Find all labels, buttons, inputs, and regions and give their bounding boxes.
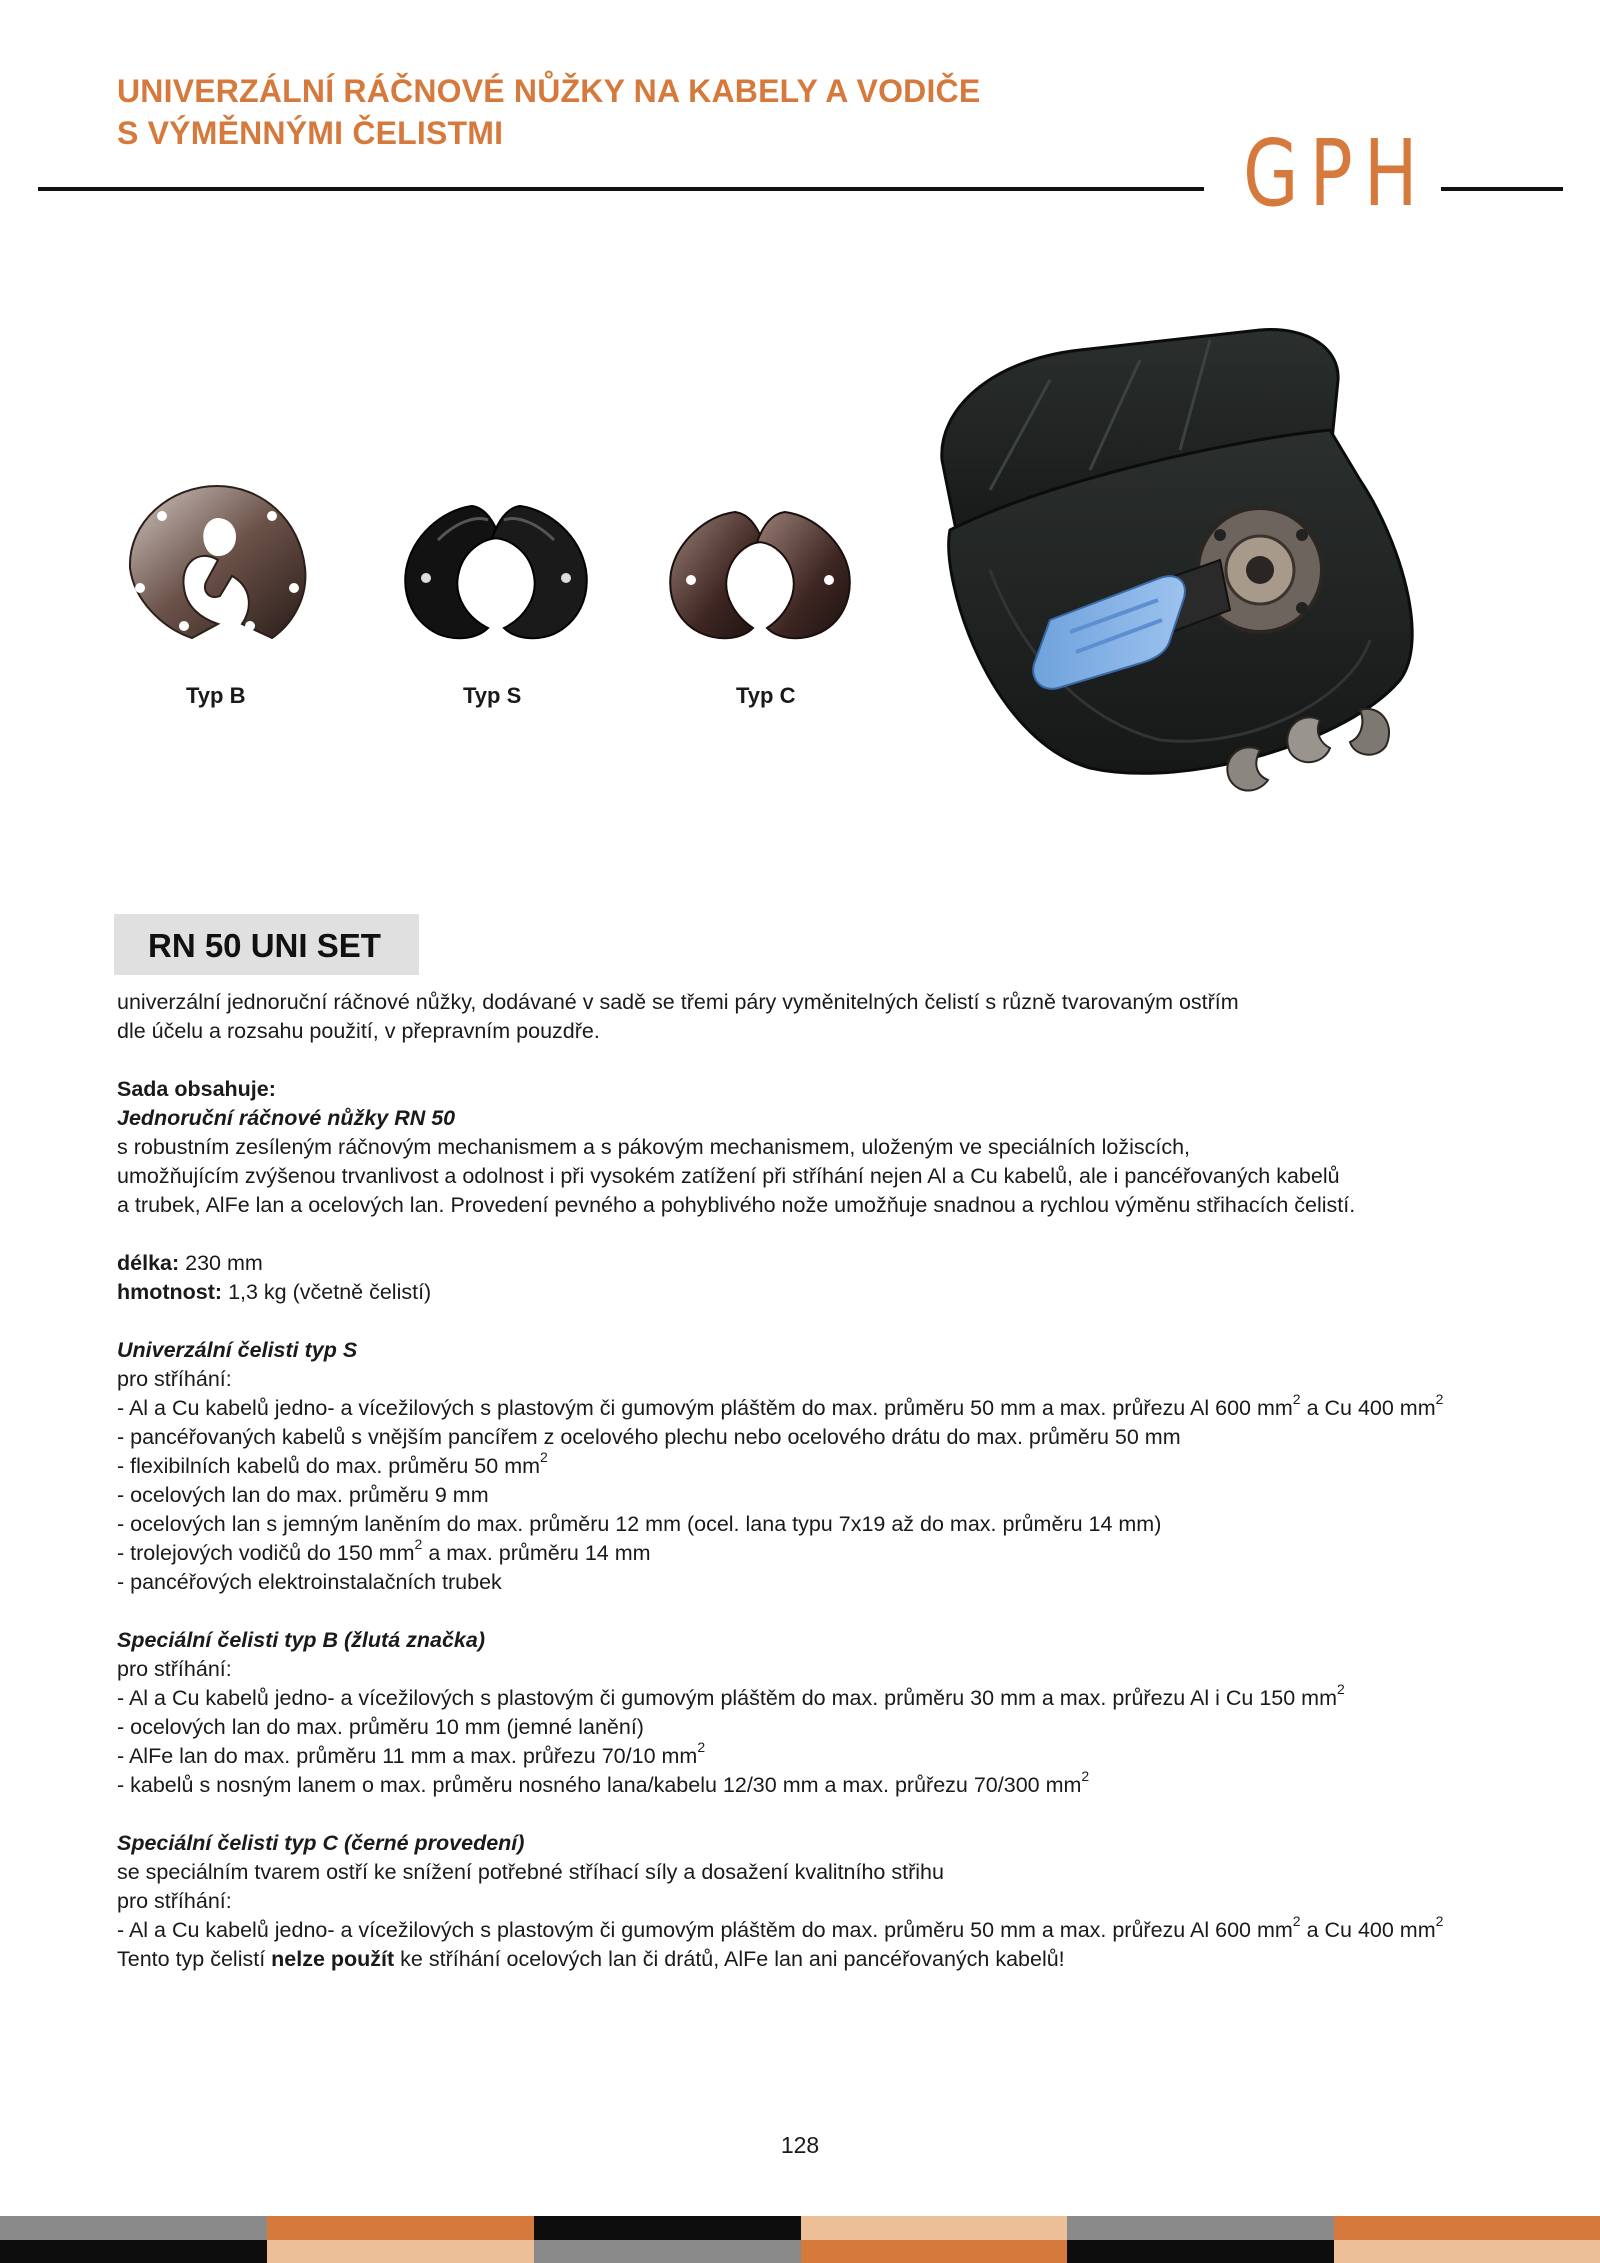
header-rule-right [1441,187,1563,191]
stripe-top-3 [534,2216,801,2240]
carrying-case-image [930,320,1430,820]
stripe-bottom-6 [1334,2240,1600,2263]
type-b-line-2: - ocelových lan do max. průměru 10 mm (jemné lanění) [117,1715,644,1739]
stripe-top-5 [1067,2216,1334,2240]
page-title [117,70,980,154]
set-line-1: s robustním zesíleným ráčnovým mechanismem a s pákovým mechanismem, uloženým ve speciálních ložiscích, [117,1135,1190,1159]
set-line-3: a trubek, AlFe lan a ocelových lan. Provedení pevného a pohyblivého nože umožňuje snadnou a rychlou výměnu střihacích čelistí. [117,1193,1356,1217]
spec-weight-value: 1,3 kg (včetně čelistí) [222,1280,432,1304]
type-s-line-7: - pancéřových elektroinstalačních trubek [117,1570,502,1594]
stripe-top-1 [0,2216,267,2240]
stripe-bottom-3 [534,2240,801,2263]
type-s-heading: Univerzální čelisti typ S [117,1338,358,1362]
type-c-for: pro stříhání: [117,1889,232,1913]
stripe-bottom-1 [0,2240,267,2263]
spec-weight [117,1278,1497,1307]
brand-logo: GPH [1243,120,1429,227]
stripe-bottom-2 [267,2240,534,2263]
type-c-warning: Tento typ čelistí nelze použít ke stříhání ocelových lan či drátů, AlFe lan ani pancéřovaných kabelů! [117,1947,1065,1971]
type-s-line-5: - ocelových lan s jemným laněním do max. průměru 12 mm (ocel. lana typu 7x19 až do max. průměru 14 mm) [117,1512,1162,1536]
title-line-2: S VÝMĚNNÝMI ČELISTMI [117,115,504,151]
product-name-box [114,914,419,975]
set-subheading: Jednoruční ráčnové nůžky RN 50 [117,1106,456,1130]
jaw-type-b-label: Typ B [186,683,246,708]
jaw-type-c-label: Typ C [736,683,796,708]
set-line-2: umožňujícím zvýšenou trvanlivost a odolnost i při vysokém zatížení při stříhání nejen Al a Cu kabelů, ale i pancéřovaných kabelů [117,1164,1340,1188]
spec-length-value: 230 mm [179,1251,263,1275]
stripe-top-4 [801,2216,1067,2240]
jaw-type-s-image [398,500,594,642]
set-heading: Sada obsahuje: [117,1077,276,1101]
stripe-top-6 [1334,2216,1600,2240]
jaw-type-b-image [122,478,312,653]
type-s-line-1: - Al a Cu kabelů jedno- a vícežilových s plastovým či gumovým pláštěm do max. průměru 50 mm a max. průřezu Al 600 $mm^2$ a Cu 400 $mm^2$ [117,1390,1444,1420]
stripe-bottom-5 [1067,2240,1334,2263]
type-s-line-6: - trolejových vodičů do 150 $mm^2$ a max. průměru 14 mm [117,1535,651,1565]
type-b-heading: Speciální čelisti typ B (žlutá značka) [117,1628,485,1652]
jaw-type-s-label: Typ S [463,683,522,708]
type-b-line-3: - AlFe lan do max. průměru 11 mm a max. průřezu 70/10 $mm^2$ [117,1738,706,1768]
product-name: RN 50 UNI SET [148,927,381,964]
spec-length [117,1249,1497,1278]
stripe-bottom-4 [801,2240,1067,2263]
page-number: 128 [780,2132,820,2158]
stripe-top-2 [267,2216,534,2240]
jaw-type-c-image [665,506,855,642]
title-line-1: UNIVERZÁLNÍ RÁČNOVÉ NŮŽKY NA KABELY A VODIČE [117,73,981,109]
spec-weight-label: hmotnost: [117,1280,223,1304]
type-c-desc: se speciálním tvarem ostří ke snížení potřebné stříhací síly a dosažení kvalitního střihu [117,1860,944,1884]
type-b-line-1: - Al a Cu kabelů jedno- a vícežilových s plastovým či gumovým pláštěm do max. průměru 30 mm a max. průřezu Al i Cu 150 $mm^2$ [117,1680,1345,1710]
type-s-line-4: - ocelových lan do max. průměru 9 mm [117,1483,489,1507]
intro-line-2: dle účelu a rozsahu použití, v přepravním pouzdře. [117,1019,600,1043]
footer-stripes [0,2216,1600,2263]
type-c-heading: Speciální čelisti typ C (černé provedení) [117,1831,525,1855]
type-b-line-4: - kabelů s nosným lanem o max. průměru nosného lana/kabelu 12/30 mm a max. průřezu 70/300 $mm^2$ [117,1767,1090,1797]
spec-length-label: délka: [117,1251,180,1275]
type-s-line-2: - pancéřovaných kabelů s vnějším pancířem z ocelového plechu nebo ocelového drátu do max. průměru 50 mm [117,1425,1181,1449]
type-s-for: pro stříhání: [117,1367,232,1391]
intro-line-1: univerzální jednoruční ráčnové nůžky, dodávané v sadě se třemi páry vyměnitelných čelistí s různě tvarovaným ostřím [117,990,1239,1014]
type-b-for: pro stříhání: [117,1657,232,1681]
type-s-line-3: - flexibilních kabelů do max. průměru 50 $mm^2$ [117,1448,548,1478]
type-c-line-1: - Al a Cu kabelů jedno- a vícežilových s plastovým či gumovým pláštěm do max. průměru 50 mm a max. průřezu Al 600 $mm^2$ a Cu 400 $mm^2$ [117,1912,1444,1942]
product-description [117,988,1497,1974]
header-rule-left [38,187,1204,191]
